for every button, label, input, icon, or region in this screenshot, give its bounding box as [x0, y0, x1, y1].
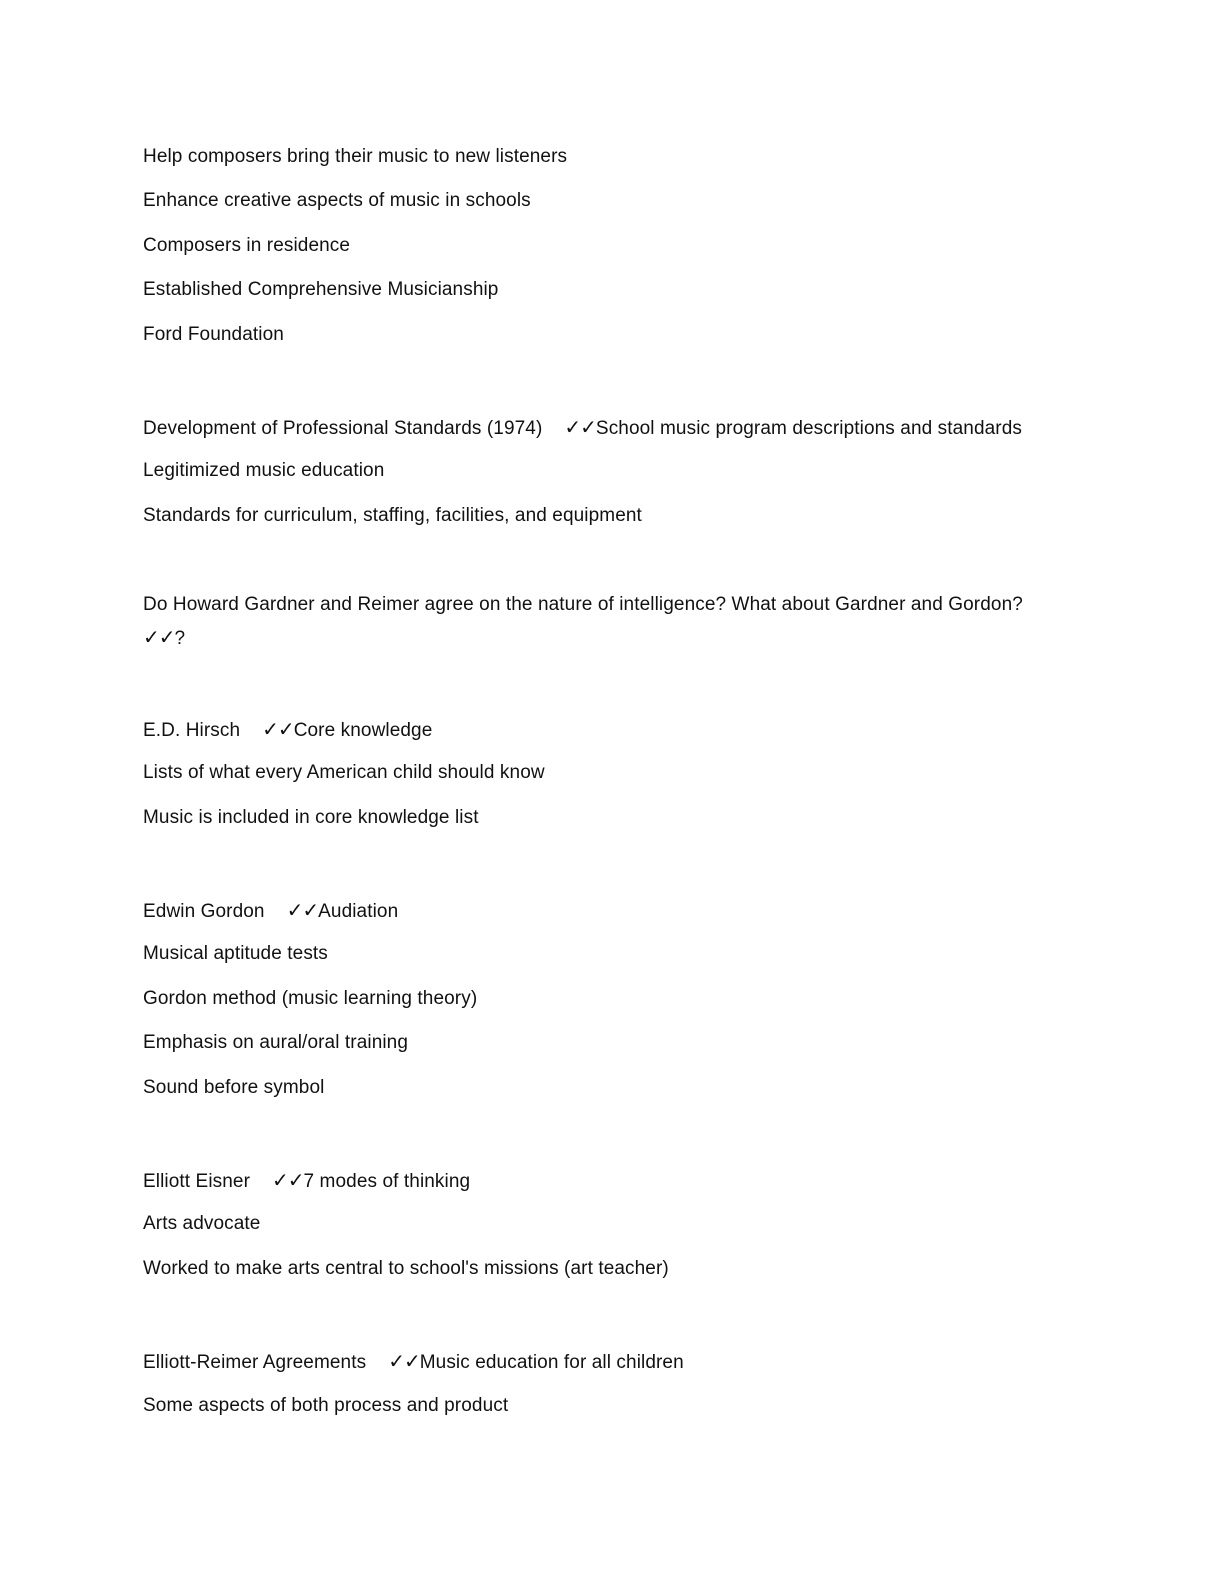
gordon-answer: Audiation: [318, 901, 399, 922]
hirsch-answer: Core knowledge: [293, 720, 433, 741]
intro-line-1: Help composers bring their music to new listeners: [143, 146, 568, 167]
double-check-icon: ✓✓: [143, 625, 175, 649]
double-check-icon: ✓✓: [286, 898, 319, 922]
hirsch-term: E.D. Hirsch: [143, 720, 241, 741]
hirsch-term-row: [143, 717, 432, 743]
elliott-reimer-term: Elliott-Reimer Agreements: [143, 1352, 367, 1373]
double-check-icon: ✓✓: [564, 415, 596, 439]
gardner-answer: ?: [174, 628, 186, 649]
gordon-term-row: [143, 898, 398, 924]
gordon-detail-1: Musical aptitude tests: [143, 943, 328, 964]
gordon-detail-2: Gordon method (music learning theory): [143, 988, 478, 1009]
elliott-reimer-answer: Music education for all children: [419, 1352, 684, 1373]
eisner-term-row: [143, 1168, 470, 1194]
hirsch-detail-2: Music is included in core knowledge list: [143, 807, 479, 828]
standards-answer: School music program descriptions and standards: [595, 418, 1022, 439]
gardner-answer-row: [143, 625, 185, 651]
gordon-detail-4: Sound before symbol: [143, 1077, 325, 1098]
standards-term-row: [143, 415, 1022, 441]
standards-detail-1: Legitimized music education: [143, 460, 385, 481]
standards-term: Development of Professional Standards (1974): [143, 418, 543, 439]
eisner-detail-2: Worked to make arts central to school's missions (art teacher): [143, 1258, 669, 1279]
intro-line-2: Enhance creative aspects of music in schools: [143, 190, 531, 211]
intro-line-5: Ford Foundation: [143, 324, 284, 345]
double-check-icon: ✓✓: [272, 1168, 304, 1192]
hirsch-detail-1: Lists of what every American child should know: [143, 762, 545, 783]
double-check-icon: ✓✓: [262, 717, 294, 741]
gardner-question: Do Howard Gardner and Reimer agree on the nature of intelligence? What about Gardner and Gordon?: [143, 594, 1023, 615]
intro-line-3: Composers in residence: [143, 235, 351, 256]
elliott-reimer-term-row: [143, 1349, 684, 1375]
gordon-term: Edwin Gordon: [143, 901, 265, 922]
double-check-icon: ✓✓: [388, 1349, 420, 1373]
elliott-reimer-detail-1: Some aspects of both process and product: [143, 1395, 509, 1416]
eisner-detail-1: Arts advocate: [143, 1213, 261, 1234]
eisner-term: Elliott Eisner: [143, 1171, 250, 1192]
standards-detail-2: Standards for curriculum, staffing, facilities, and equipment: [143, 505, 642, 526]
intro-line-4: Established Comprehensive Musicianship: [143, 279, 499, 300]
eisner-answer: 7 modes of thinking: [303, 1171, 471, 1192]
gordon-detail-3: Emphasis on aural/oral training: [143, 1032, 409, 1053]
